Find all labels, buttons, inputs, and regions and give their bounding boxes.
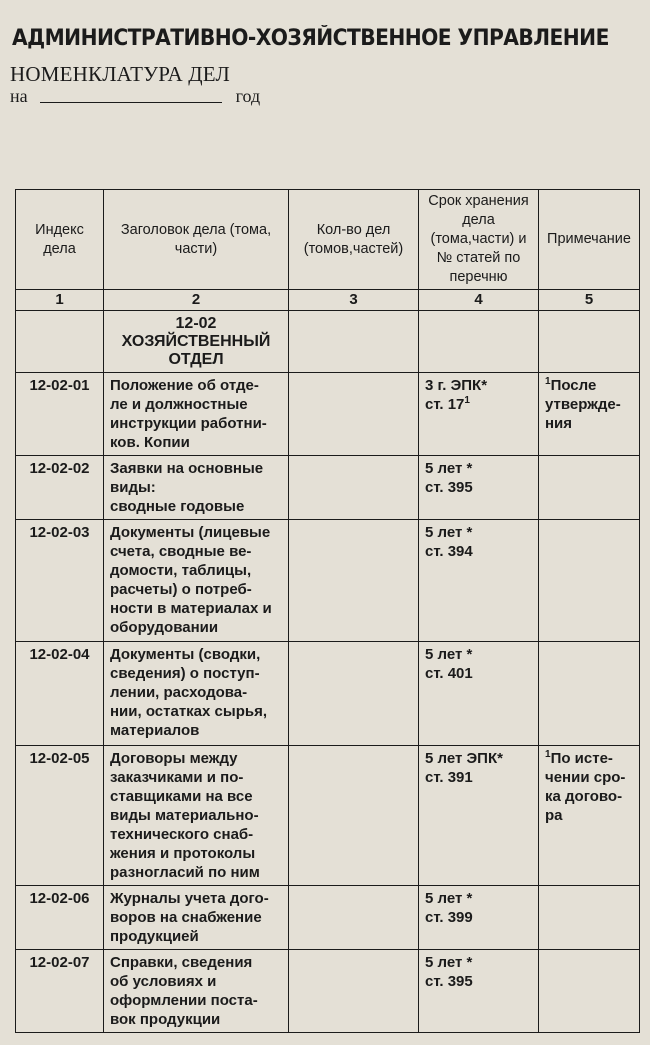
- retention-term: [419, 886, 539, 950]
- retention-article-line: [425, 664, 532, 683]
- retention-article-line: [425, 768, 532, 787]
- case-title: [104, 886, 289, 950]
- case-title: [104, 456, 289, 520]
- section-term-cell: [419, 311, 539, 373]
- year-suffix: год: [235, 86, 261, 106]
- retention-article-line: [425, 908, 532, 927]
- case-note-text: После: [550, 377, 597, 394]
- retention-article-line: [425, 395, 532, 414]
- table-row: [16, 642, 640, 746]
- case-title-line: об условиях и: [110, 973, 217, 990]
- retention-period: 3 г. ЭПК*: [425, 377, 488, 394]
- case-title-line: ставщиками на все: [110, 788, 253, 805]
- case-note-line: [545, 806, 633, 825]
- retention-article: ст. 17: [425, 396, 465, 413]
- column-header-note: Примечание: [539, 190, 640, 290]
- case-note: [539, 456, 640, 520]
- section-row: [16, 311, 640, 373]
- case-title-line: Документы (лицевые: [110, 524, 271, 541]
- case-title-line: нии, остатках сырья,: [110, 703, 267, 720]
- column-number: 2: [104, 290, 289, 311]
- case-count: [289, 746, 419, 886]
- section-note-cell: [539, 311, 640, 373]
- column-header-index: Индекс дела: [16, 190, 104, 290]
- case-note: [539, 950, 640, 1033]
- case-title-line: заказчиками и по-: [110, 769, 244, 786]
- table-row: [16, 950, 640, 1033]
- case-title: [104, 642, 289, 746]
- table-header-row: [16, 190, 640, 290]
- case-note: [539, 746, 640, 886]
- case-note-text: утвержде-: [545, 396, 621, 413]
- retention-article-line: [425, 478, 532, 497]
- retention-article-line: [425, 542, 532, 561]
- case-title-line: инструкции работни-: [110, 415, 267, 432]
- case-title-line: оборудовании: [110, 619, 219, 636]
- case-title-line: виды:: [110, 479, 156, 496]
- case-title-line: материалов: [110, 722, 200, 739]
- year-blank-field: [40, 101, 222, 103]
- case-note: [539, 642, 640, 746]
- case-index: 12-02-06: [16, 886, 104, 950]
- case-title-line: ности в материалах и: [110, 600, 272, 617]
- column-number: 3: [289, 290, 419, 311]
- case-index: 12-02-01: [16, 373, 104, 456]
- case-title-line: вок продукции: [110, 1011, 221, 1028]
- footnote-marker: 1: [545, 376, 551, 387]
- case-note-line: [545, 768, 633, 787]
- case-title: [104, 746, 289, 886]
- case-note-line: [545, 395, 633, 414]
- column-number: 1: [16, 290, 104, 311]
- retention-term: [419, 746, 539, 886]
- case-title-line: сводные годовые: [110, 498, 245, 515]
- case-title-line: расчеты) о потреб-: [110, 581, 252, 598]
- case-title-line: разногласий по ним: [110, 864, 260, 881]
- case-title-line: виды материально-: [110, 807, 259, 824]
- case-title-line: Положение об отде-: [110, 377, 259, 394]
- footnote-marker: 1: [545, 749, 551, 760]
- retention-article: ст. 394: [425, 543, 473, 560]
- case-note-text: ра: [545, 807, 563, 824]
- case-title-line: счета, сводные ве-: [110, 543, 252, 560]
- case-index: 12-02-07: [16, 950, 104, 1033]
- case-note: [539, 520, 640, 642]
- year-line: [10, 86, 260, 107]
- table-row: [16, 746, 640, 886]
- case-index: 12-02-02: [16, 456, 104, 520]
- section-index-cell: [16, 311, 104, 373]
- case-index: 12-02-04: [16, 642, 104, 746]
- case-index: 12-02-05: [16, 746, 104, 886]
- retention-term: [419, 456, 539, 520]
- case-count: [289, 950, 419, 1033]
- table-row: [16, 520, 640, 642]
- case-note-line: [545, 787, 633, 806]
- case-title-line: Договоры между: [110, 750, 238, 767]
- case-index: 12-02-03: [16, 520, 104, 642]
- case-title-line: технического снаб-: [110, 826, 254, 843]
- retention-article: ст. 391: [425, 769, 473, 786]
- case-title-line: ков. Копии: [110, 434, 190, 451]
- retention-period: 5 лет *: [425, 460, 473, 477]
- section-count-cell: [289, 311, 419, 373]
- case-title-line: ле и должностные: [110, 396, 248, 413]
- column-header-term: Срок хранения дела (тома,части) и № статей по перечню: [419, 190, 539, 290]
- case-title-line: Заявки на основные: [110, 460, 264, 477]
- retention-article-line: [425, 972, 532, 991]
- retention-article: ст. 401: [425, 665, 473, 682]
- department-title: АДМИНИСТРАТИВНО-ХОЗЯЙСТВЕННОЕ УПРАВЛЕНИЕ: [12, 26, 609, 51]
- retention-period: 5 лет *: [425, 524, 473, 541]
- section-name: ХОЗЯЙСТВЕННЫЙ ОТДЕЛ: [121, 333, 271, 368]
- case-note: [539, 373, 640, 456]
- case-note: [539, 886, 640, 950]
- table-row: [16, 886, 640, 950]
- column-header-title: Заголовок дела (тома, части): [104, 190, 289, 290]
- column-number: 4: [419, 290, 539, 311]
- retention-article: ст. 395: [425, 479, 473, 496]
- case-title-line: Справки, сведения: [110, 954, 253, 971]
- case-note-line: [545, 414, 633, 433]
- case-title-line: воров на снабжение: [110, 909, 262, 926]
- retention-term: [419, 520, 539, 642]
- retention-period: 5 лет *: [425, 646, 473, 663]
- table-row: [16, 456, 640, 520]
- case-title-line: Документы (сводки,: [110, 646, 261, 663]
- retention-article: ст. 395: [425, 973, 473, 990]
- retention-period: 5 лет *: [425, 890, 473, 907]
- case-title-line: лении, расходова-: [110, 684, 248, 701]
- case-count: [289, 520, 419, 642]
- case-note-text: По исте-: [550, 750, 613, 767]
- document-title: НОМЕНКЛАТУРА ДЕЛ: [10, 62, 230, 86]
- case-title: [104, 373, 289, 456]
- case-title-line: оформлении поста-: [110, 992, 258, 1009]
- retention-term: [419, 373, 539, 456]
- case-title-line: домости, таблицы,: [110, 562, 252, 579]
- case-note-line: [545, 749, 633, 768]
- case-title-line: Журналы учета дого-: [110, 890, 269, 907]
- retention-period: 5 лет *: [425, 954, 473, 971]
- retention-article: ст. 399: [425, 909, 473, 926]
- case-count: [289, 456, 419, 520]
- case-title-line: сведения) о поступ-: [110, 665, 260, 682]
- retention-period: 5 лет ЭПК*: [425, 750, 503, 767]
- retention-term: [419, 950, 539, 1033]
- case-title-line: жения и протоколы: [110, 845, 256, 862]
- case-count: [289, 642, 419, 746]
- column-header-count: Кол-во дел (томов,частей): [289, 190, 419, 290]
- section-code: 12-02: [175, 315, 217, 332]
- case-title: [104, 520, 289, 642]
- case-title-line: продукцией: [110, 928, 199, 945]
- case-count: [289, 373, 419, 456]
- case-title: [104, 950, 289, 1033]
- year-prefix: на: [10, 86, 28, 106]
- case-note-text: чении сро-: [545, 769, 626, 786]
- section-heading: [104, 311, 289, 373]
- column-numbers-row: [16, 290, 640, 311]
- column-number: 5: [539, 290, 640, 311]
- case-count: [289, 886, 419, 950]
- case-note-text: ния: [545, 415, 573, 432]
- table-row: [16, 373, 640, 456]
- case-note-text: ка догово-: [545, 788, 623, 805]
- footnote-marker: 1: [464, 395, 470, 406]
- nomenclature-table: [15, 189, 640, 1033]
- retention-term: [419, 642, 539, 746]
- case-note-line: [545, 376, 633, 395]
